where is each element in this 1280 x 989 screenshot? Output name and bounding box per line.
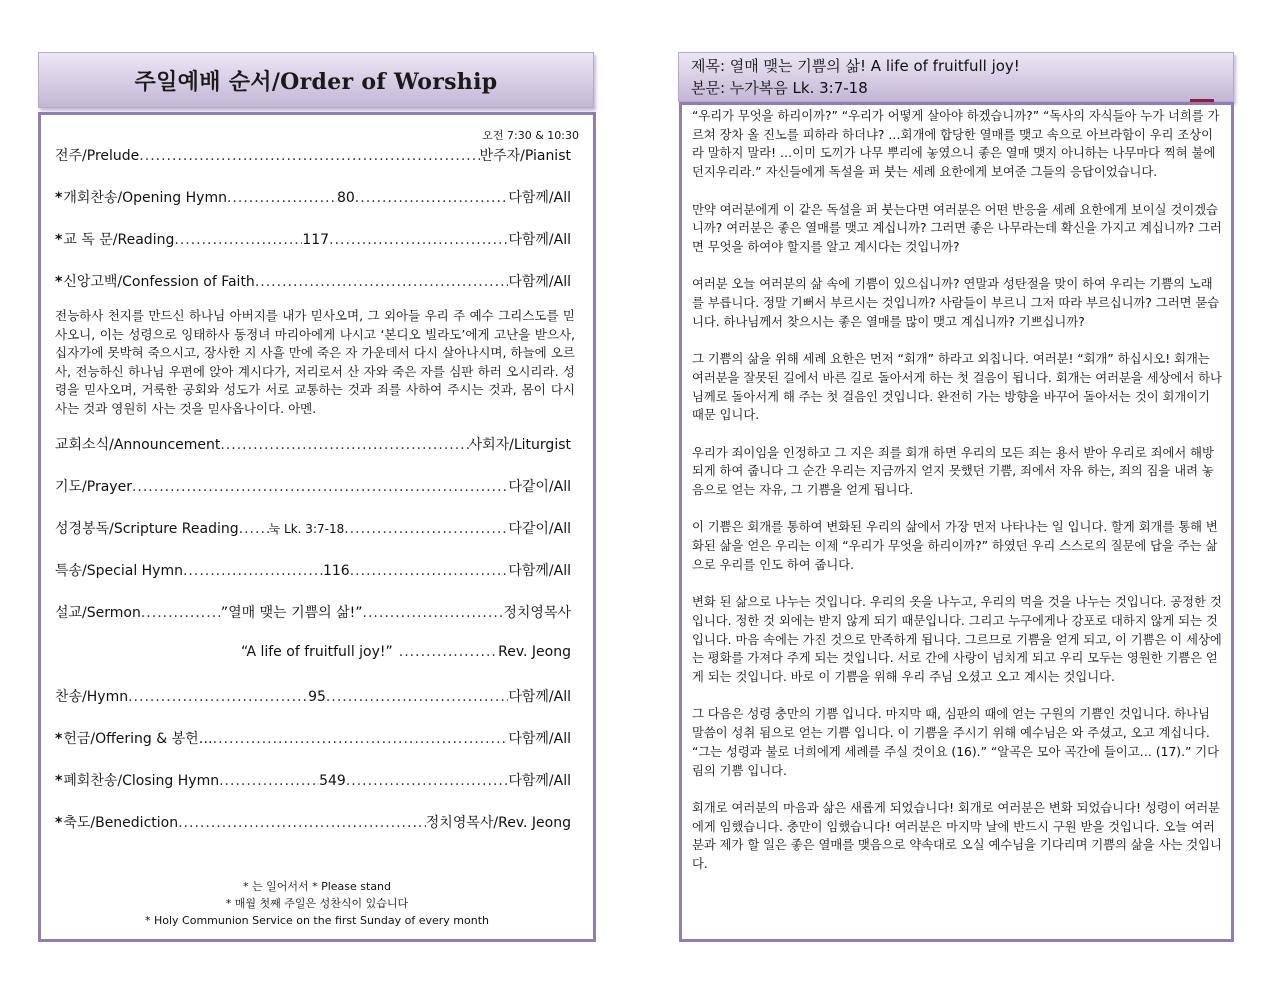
stand-marker: * [55, 274, 63, 290]
item-leader: 정치영목사 [503, 605, 571, 621]
leader-dots [132, 479, 508, 495]
sermon-scripture: 본문: 누가복음 Lk. 3:7-18 [691, 79, 868, 97]
order-item-benediction [55, 812, 571, 832]
item-label: 폐회찬송/Closing Hymn [63, 773, 220, 789]
leader-dots [350, 563, 509, 579]
leader-dots [399, 644, 498, 660]
leader-dots [174, 232, 302, 248]
item-leader: 다같이/All [508, 479, 571, 495]
item-label: 개회찬송/Opening Hymn [63, 190, 227, 206]
sermon-paragraph: 이 기쁨은 회개를 통하여 변화된 우리의 삶에서 가장 먼저 나타나는 일 입니다. 할게 회개를 통해 변화된 삶을 얻은 우리는 이제 “우리가 무엇을 하리이까?” 하였던 우리 스스로의 질문에 답을 주는 삶으로 우리를 인도 하여 줍니다. [692, 520, 1218, 572]
item-leader: Rev. Jeong [498, 644, 571, 660]
leader-dots [239, 521, 269, 537]
item-number: 549 [319, 773, 346, 789]
order-list [55, 145, 575, 832]
stand-marker: * [55, 773, 63, 789]
item-label: 헌금/Offering & 봉헌… [63, 731, 213, 747]
sermon-title-ko: ”열매 맺는 기쁨의 삶!” [220, 605, 363, 621]
order-item-reading [55, 229, 571, 249]
item-label: 찬송/Hymn [55, 689, 129, 705]
leader-dots [329, 232, 508, 248]
sermon-body [692, 107, 1222, 874]
item-label: 성경봉독/Scripture Reading [55, 521, 239, 537]
sermon-paragraph: “우리가 무엇을 하리이까?” “우리가 어떻게 살아야 하겠습니까?” “독사의 자식들아 누가 너희를 가르쳐 장차 올 진노를 피하라 하더냐? …회개에 합당한 열매를 맺고 속으로 아브라함이 우리 조상이라 말하지 말라! …이미 도끼가 나무 뿌리에 놓였으니 좋은 열매 맺지 아니하는 나무마다 찍혀 불에 던지우리라.” 자신들에게 독설을 퍼 붓는 세례 요한에게 보여준 그들의 응답이었습니다. [692, 109, 1220, 180]
footer-notes [41, 878, 593, 929]
order-of-worship-header [38, 52, 594, 108]
item-label: 전주/Prelude [55, 148, 140, 164]
item-leader: 정치영목사/Rev. Jeong [425, 815, 571, 831]
item-leader: 사회자/Liturgist [468, 437, 571, 453]
note-stand: * 는 일어서서 * Please stand [242, 880, 392, 893]
item-leader: 다함께/All [508, 563, 571, 579]
leader-dots [326, 689, 508, 705]
leader-dots [255, 274, 509, 290]
sermon-paragraph: 변화 된 삶으로 나누는 것입니다. 우리의 옷을 나누고, 우리의 먹을 것을 나누는 것입니다. 공정한 것입니다. 정한 것 외에는 받지 않게 되기 때문입니다. 그리고 누구에게나 강포로 대하지 않게 되는 것입니다. 마음 속에는 가진 것으로 만족하게 됩니다. 그르므로 기쁨을 얻게 되고, 이 기쁨은 이 세상에는 평화를 가져다 주게 되는 것입니다. 서로 간에 사랑이 넘치게 되고 우리 모두는 영원한 기쁨은 얻게 되는 것입니다. 바로 이 기쁨을 위해 우리 주님 오셨고 오고 계시는 것입니다. [692, 595, 1222, 684]
leader-dots [227, 190, 337, 206]
item-label: 특송/Special Hymn [55, 563, 183, 579]
order-item-sermon-en [55, 644, 571, 664]
leader-dots [183, 563, 323, 579]
order-item-hymn [55, 686, 571, 706]
order-item-sermon [55, 602, 571, 622]
sermon-panel [679, 102, 1234, 942]
item-number: 95 [308, 689, 326, 705]
item-label: 교 독 문/Reading [63, 232, 175, 248]
leader-dots [213, 731, 509, 747]
order-item-scripture [55, 518, 571, 538]
note-communion-en: * Holy Communion Service on the first Sunday of every month [144, 914, 490, 927]
leader-dots [178, 815, 426, 831]
leader-dots [355, 190, 509, 206]
leader-dots [139, 148, 479, 164]
leader-dots [363, 605, 504, 621]
leader-dots [128, 689, 308, 705]
sermon-header [678, 52, 1234, 102]
item-label: 교회소식/Announcement [55, 437, 221, 453]
stand-marker: * [55, 815, 63, 831]
leader-dots [344, 521, 508, 537]
item-label: 설교/Sermon [55, 605, 141, 621]
order-item-prelude [55, 145, 571, 165]
note-communion-ko: * 매월 첫째 주일은 성찬식이 있습니다 [225, 897, 409, 910]
order-item-special-hymn [55, 560, 571, 580]
order-item-opening-hymn [55, 187, 571, 207]
item-number: 116 [322, 563, 350, 579]
item-leader: 다함께/All [508, 773, 571, 789]
sermon-title: 제목: 열매 맺는 기쁨의 삶! A life of fruitfull joy! [691, 57, 1020, 75]
order-item-prayer [55, 476, 571, 496]
order-item-closing-hymn [55, 770, 571, 790]
service-times: 오전 7:30 & 10:30 [482, 129, 579, 142]
item-label: 축도/Benediction [63, 815, 179, 831]
stand-marker: * [55, 232, 63, 248]
leader-dots [141, 605, 221, 621]
item-leader: 반주자/Pianist [479, 148, 571, 164]
item-leader: 다함께/All [508, 232, 571, 248]
item-leader: 다함께/All [508, 190, 571, 206]
item-number: 117 [302, 232, 330, 248]
item-number: 눅 Lk. 3:7-18 [268, 522, 345, 536]
sermon-paragraph: 여러분 오늘 여러분의 삶 속에 기쁨이 있으십니까? 연말과 성탄절을 맞이 하여 우리는 기쁨의 노래를 부릅니다. 정말 기뻐서 부르시는 것입니까? 사람들이 부르니 그저 따라 부르십니까? 그러면 묻습니다. 하나님께서 찾으시는 좋은 열매를 많이 맺고 계십니까? 기쁘십니까? [692, 277, 1220, 329]
item-leader: 다같이/All [508, 521, 571, 537]
page-title: 주일예배 순서/Order of Worship [134, 68, 498, 95]
sermon-paragraph: 만약 여러분에게 이 같은 독설을 퍼 붓는다면 여러분은 어떤 반응을 세례 요한에게 보이실 것이겠습니까? 여러분은 좋은 열매를 맺고 계십니까? 그러면 좋은 나무라는데 확신을 가지고 계십니까? 그러면 무엇을 하여야 할지를 알고 계시다는 것입니까? [692, 202, 1222, 254]
leader-dots [219, 773, 319, 789]
order-of-worship-panel [38, 112, 596, 942]
order-item-confession [55, 271, 571, 291]
order-item-announcement [55, 434, 571, 454]
sermon-paragraph: 회개로 여러분의 마음과 삶은 새롭게 되었습니다! 회개로 여러분은 변화 되었습니다! 성령이 여러분에게 임했습니다. 충만이 임했습니다! 여러분은 마지막 날에 반드시 구원 받을 것입니다. 오늘 여러분과 제가 할 일은 좋은 열매를 맺음으로 약속대로 오실 예수님을 기다리며 기쁨의 삶을 사는 것입니다. [692, 800, 1222, 871]
item-leader: 다함께/All [508, 731, 571, 747]
item-leader: 다함께/All [508, 274, 571, 290]
order-item-offering [55, 728, 571, 748]
sermon-title-en: “A life of fruitfull joy!” [241, 644, 393, 660]
leader-dots [346, 773, 509, 789]
leader-dots [220, 437, 468, 453]
item-label: 기도/Prayer [55, 479, 132, 495]
stand-marker: * [55, 731, 63, 747]
sermon-paragraph: 우리가 죄이임을 인정하고 그 지은 죄를 회개 하면 우리의 모든 죄는 용서 받아 우리로 죄에서 해방 되게 하여 줍니다 그 순간 우리는 지금까지 얻지 못했던 기쁨, 죄에서 자유 하는, 죄의 짐을 내려 놓음으로 얻는 자유, 그 기쁨을 얻게 됩니다. [692, 445, 1214, 497]
item-label: 신앙고백/Confession of Faith [63, 274, 255, 290]
apostles-creed-text: 전능하사 천지를 만드신 하나님 아버지를 내가 믿사오며, 그 외아들 우리 주 예수 그리스도를 믿사오니, 이는 성령으로 잉태하사 동정녀 마리아에게 나시고 ‘본디오 빌라도’에게 고난을 받으사, 십자가에 못박혀 죽으시고, 장사한 지 사흘 만에 죽은 자 가운데서 다시 살아나시며, 하늘에 오르사, 전능하신 하나님 우편에 앉아 계시다가, 저리로서 산 자와 죽은 자를 심판 하러 오시리라. 성령을 믿사오며, 거룩한 공회와 성도가 서로 교통하는 것과 죄를 사하여 주시는 것과, 몸이 다시 사는 것과 영원히 사는 것을 믿사옵나이다. 아멘. [55, 308, 575, 416]
sermon-paragraph: 그 다음은 성령 충만의 기쁨 입니다. 마지막 때, 심판의 때에 얻는 구원의 기쁨인 것입니다. 하나님 말씀이 성취 됨으로 얻는 기쁨 입니다. 이 기쁨을 주시기 위해 예수님은 와 주셨고, 오고 계십니다. “그는 성령과 불로 너희에게 세례를 주실 것이요 (16).” “알곡은 모아 곡간에 들이고… (17).” 기다림의 기쁨 입니다. [692, 707, 1220, 778]
sermon-paragraph: 그 기쁨의 삶을 위해 세례 요한은 먼저 “회개” 하라고 외칩니다. 여러분! “회개” 하십시오! 회개는 여러분을 잘못된 길에서 바른 길로 돌아서게 하는 첫 걸음이 됩니다. 회개는 여러분을 세상에서 하나님께로 돌아서게 해 주는 첫 걸음인 것입니다. 완전히 가는 방향을 바꾸어 돌아서는 것이 회개이기 때문 입니다. [692, 352, 1222, 423]
stand-marker: * [55, 190, 63, 206]
item-number: 80 [336, 190, 355, 206]
item-leader: 다함께/All [508, 689, 571, 705]
